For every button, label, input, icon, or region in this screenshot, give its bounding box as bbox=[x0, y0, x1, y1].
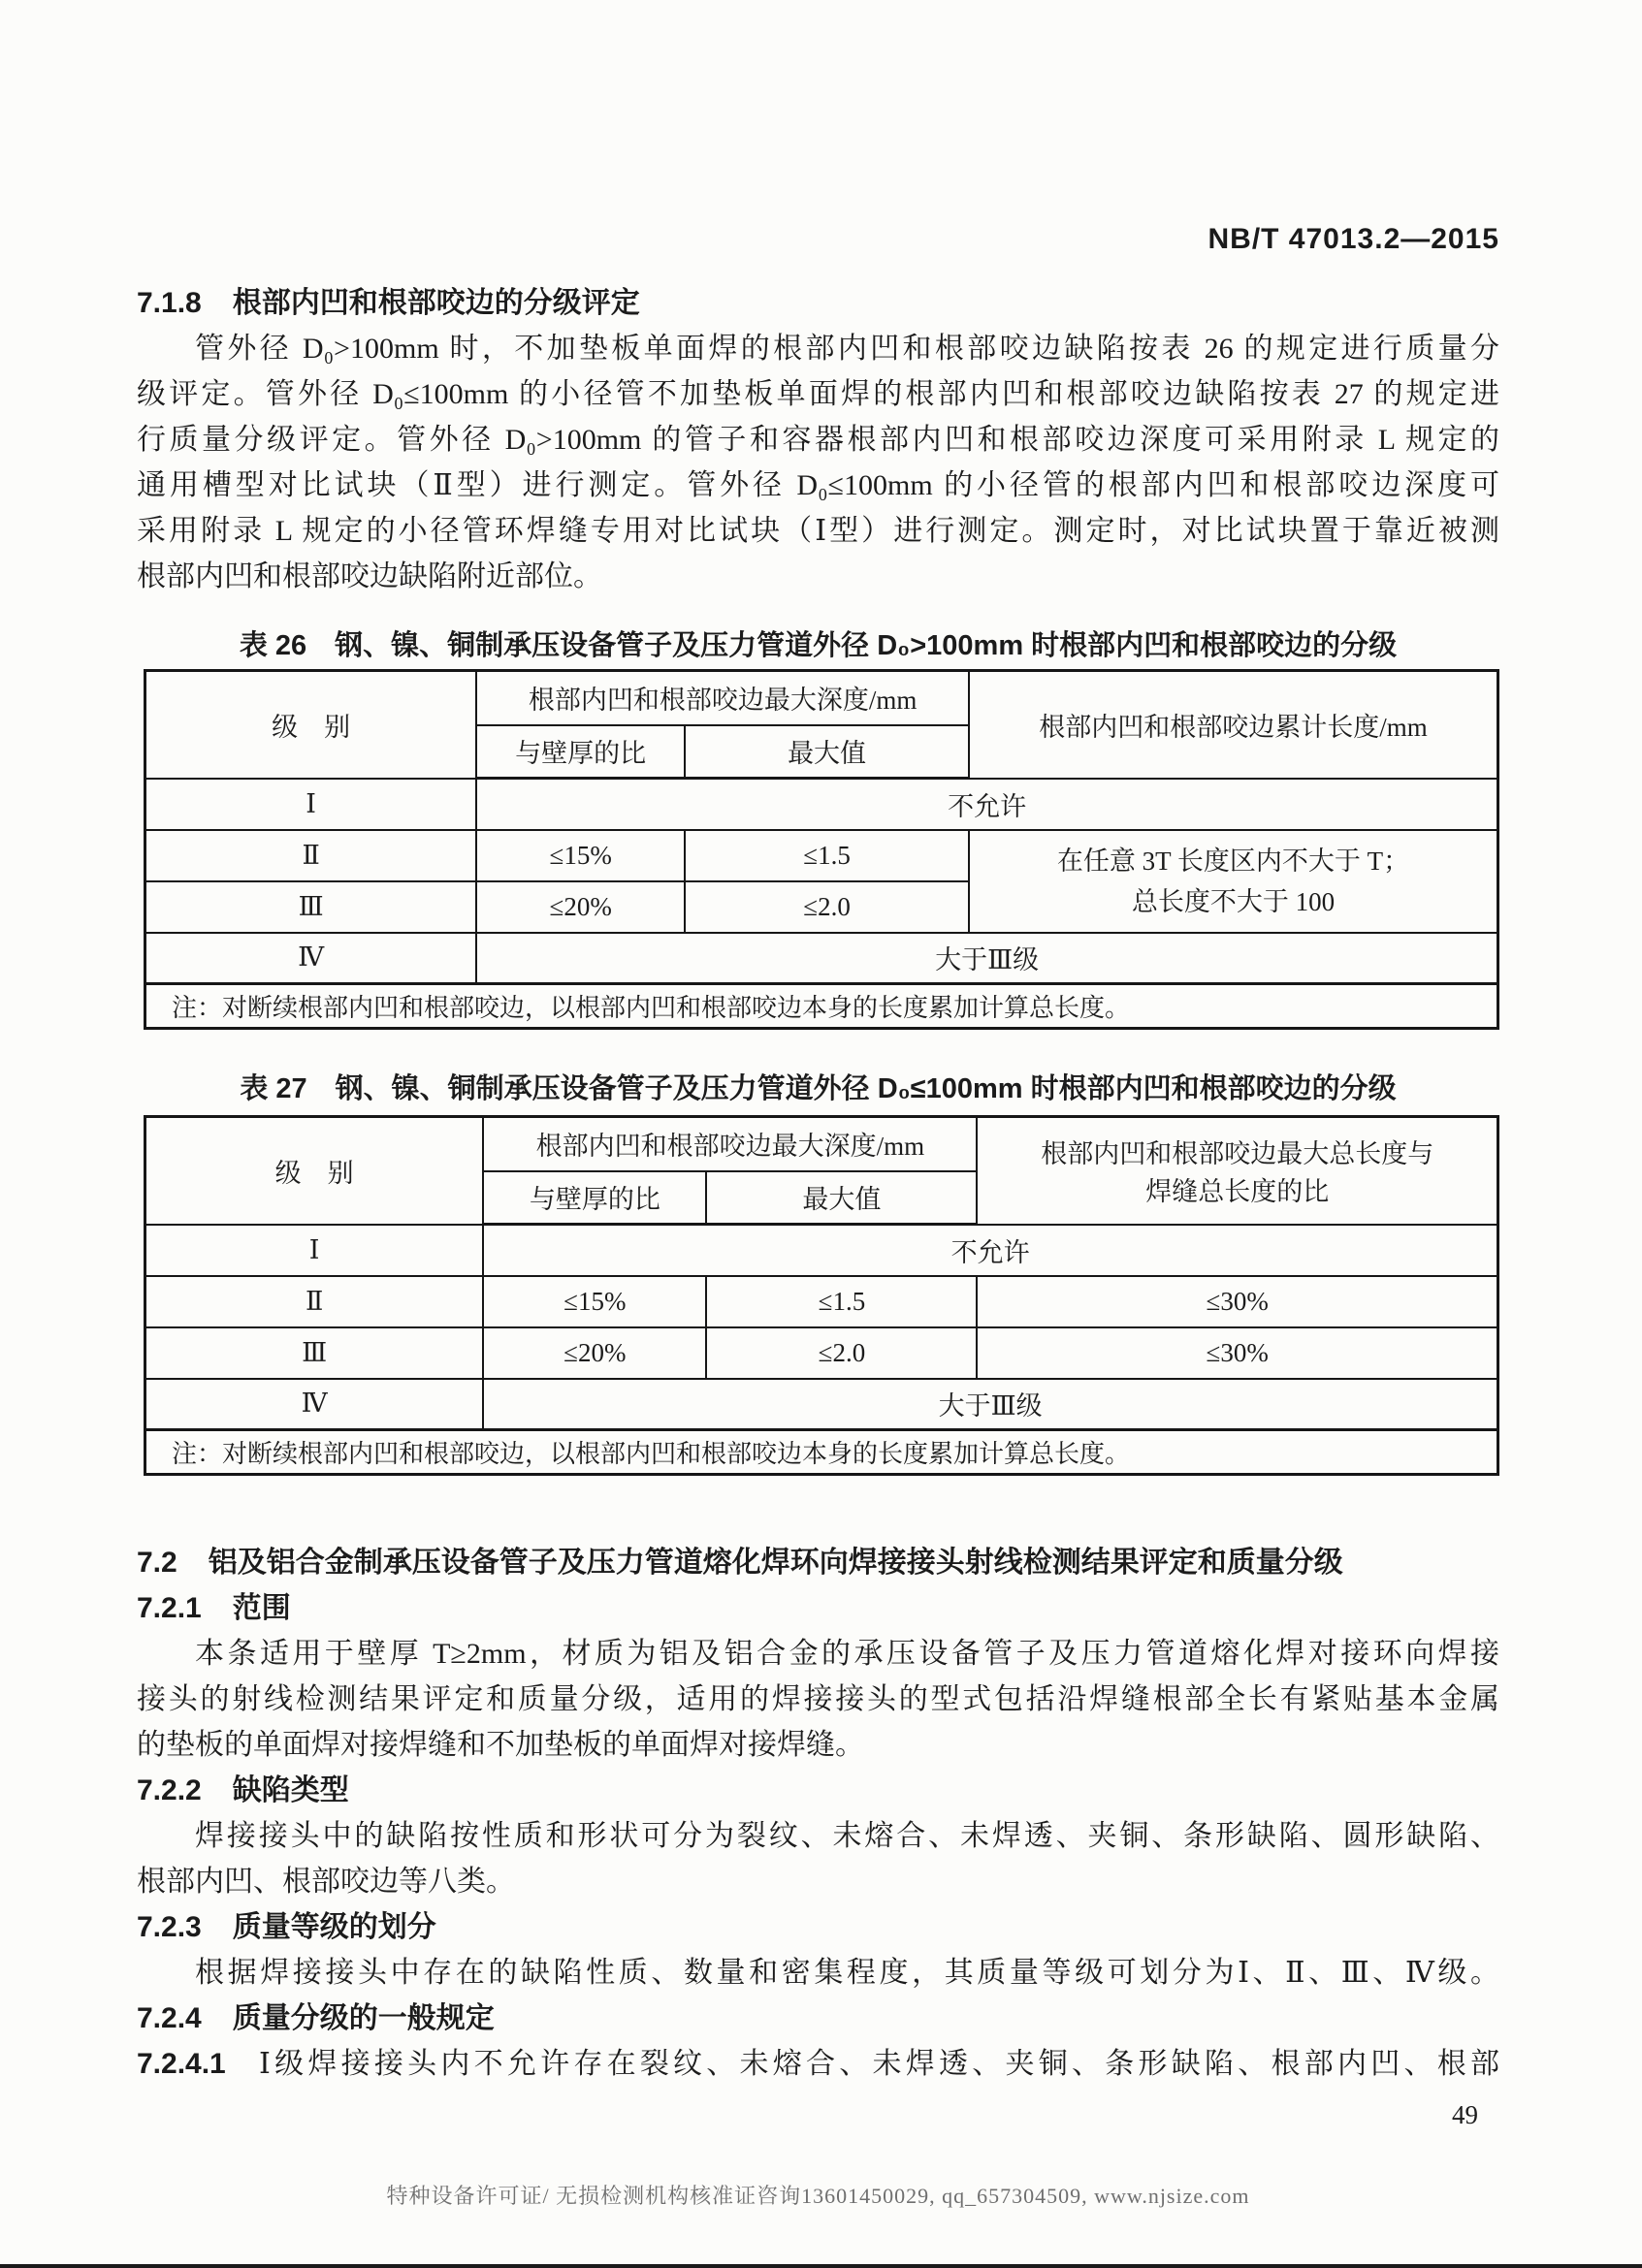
table-row bbox=[145, 1327, 1498, 1379]
t27-header-length-ratio: 根部内凹和根部咬边最大总长度与焊缝总长度的比 bbox=[977, 1117, 1497, 1225]
scan-bottom-edge bbox=[0, 2264, 1642, 2268]
paragraph-line: 通用槽型对比试块（Ⅱ型）进行测定。管外径 D₀≤100mm 的小径管的根部内凹和根部咬边深度可 bbox=[137, 469, 1499, 501]
t27-max-cell: ≤1.5 bbox=[706, 1276, 977, 1327]
clause-7-2-heading bbox=[137, 1540, 1499, 1585]
paragraph-line: 根部内凹、根部咬边等八类。 bbox=[137, 1866, 515, 1898]
clause-title: 质量等级的划分 bbox=[232, 1911, 436, 1943]
t26-length-merged-cell bbox=[969, 830, 1497, 933]
table-header-row bbox=[145, 671, 1498, 725]
clause-7-2-1-heading bbox=[137, 1585, 1499, 1631]
clause-number: 7.2.4 bbox=[137, 2002, 202, 2034]
clause-7-2-2-paragraph bbox=[137, 1813, 1499, 1904]
clause-7-2-4-1-text bbox=[137, 2041, 1499, 2087]
table-27 bbox=[144, 1115, 1499, 1476]
clause-title: 根部内凹和根部咬边的分级评定 bbox=[232, 287, 640, 319]
paragraph-line: 级评定。管外径 D₀≤100mm 的小径管不加垫板单面焊的根部内凹和根部咬边缺陷按表 27 的规定进 bbox=[137, 378, 1499, 410]
table-row bbox=[145, 1276, 1498, 1327]
section-7-2 bbox=[137, 1540, 1499, 2087]
t27-header-depth-group: 根部内凹和根部咬边最大深度/mm bbox=[483, 1117, 977, 1171]
clause-7-1-8-paragraph bbox=[137, 326, 1499, 599]
clause-7-1-8-heading bbox=[137, 280, 1499, 326]
paragraph-line: 根据焊接接头中存在的缺陷性质、数量和密集程度，其质量等级可划分为Ⅰ、Ⅱ、Ⅲ、Ⅳ级。 bbox=[195, 1957, 1499, 1989]
t26-max-cell: ≤2.0 bbox=[685, 881, 969, 933]
t26-header-cumulative-length: 根部内凹和根部咬边累计长度/mm bbox=[969, 671, 1497, 779]
t27-level-cell: Ⅰ bbox=[145, 1225, 484, 1276]
t26-ratio-cell: ≤15% bbox=[476, 830, 685, 881]
t27-level-cell: Ⅳ bbox=[145, 1379, 484, 1430]
t27-header-level: 级 别 bbox=[145, 1117, 484, 1225]
table-27-title: 表 27 钢、镍、铜制承压设备管子及压力管道外径 D₀≤100mm 时根部内凹和根部咬边的分级 bbox=[240, 1073, 1397, 1104]
t26-header-depth-group: 根部内凹和根部咬边最大深度/mm bbox=[476, 671, 969, 725]
t26-level-cell: Ⅱ bbox=[145, 830, 477, 881]
paragraph-line: 的垫板的单面焊对接焊缝和不加垫板的单面焊对接焊缝。 bbox=[137, 1729, 864, 1761]
paragraph-line: 本条适用于壁厚 T≥2mm，材质为铝及铝合金的承压设备管子及压力管道熔化焊对接环向焊接 bbox=[195, 1638, 1499, 1670]
paragraph-line: 采用附录 L 规定的小径管环焊缝专用对比试块（Ⅰ型）进行测定。测定时，对比试块置于靠近被测 bbox=[137, 515, 1499, 547]
t27-header-max: 最大值 bbox=[706, 1171, 977, 1225]
t27-ratio-cell: ≤15% bbox=[483, 1276, 706, 1327]
t26-ratio-cell: ≤20% bbox=[476, 881, 685, 933]
t26-header-level: 级 别 bbox=[145, 671, 477, 779]
paragraph-line: 根部内凹和根部咬边缺陷附近部位。 bbox=[137, 560, 602, 592]
clause-number: 7.2 bbox=[137, 1547, 177, 1579]
t27-value-cell: 大于Ⅲ级 bbox=[483, 1379, 1497, 1430]
clause-title: 缺陷类型 bbox=[232, 1774, 349, 1806]
table-26-title: 表 26 钢、镍、铜制承压设备管子及压力管道外径 D₀>100mm 时根部内凹和根部咬边的分级 bbox=[239, 630, 1398, 661]
t27-ratio-cell: ≤20% bbox=[483, 1327, 706, 1379]
t26-value-cell: 大于Ⅲ级 bbox=[476, 933, 1497, 984]
t26-note: 注：对断续根部内凹和根部咬边，以根部内凹和根部咬边本身的长度累加计算总长度。 bbox=[145, 984, 1498, 1029]
t27-note: 注：对断续根部内凹和根部咬边，以根部内凹和根部咬边本身的长度累加计算总长度。 bbox=[145, 1430, 1498, 1475]
t26-level-cell: Ⅰ bbox=[145, 779, 477, 830]
paragraph-line: 行质量分级评定。管外径 D₀>100mm 的管子和容器根部内凹和根部咬边深度可采用附录 L 规定的 bbox=[137, 424, 1499, 456]
clause-7-2-2-heading bbox=[137, 1768, 1499, 1813]
clause-7-2-1-paragraph bbox=[137, 1631, 1499, 1768]
clause-number: 7.2.3 bbox=[137, 1911, 202, 1943]
table-header-row bbox=[145, 1117, 1498, 1171]
t27-length-cell: ≤30% bbox=[977, 1327, 1497, 1379]
table-note-row bbox=[145, 984, 1498, 1029]
t26-value-cell: 不允许 bbox=[476, 779, 1497, 830]
clause-7-2-4-heading bbox=[137, 1996, 1499, 2041]
table-row bbox=[145, 933, 1498, 984]
standard-number: NB/T 47013.2—2015 bbox=[1207, 223, 1499, 255]
t27-level-cell: Ⅱ bbox=[145, 1276, 484, 1327]
clause-7-2-3-paragraph bbox=[137, 1950, 1499, 1996]
length-rule-line: 在任意 3T 长度区内不大于 T； bbox=[1056, 846, 1410, 876]
table-26 bbox=[144, 669, 1499, 1030]
paragraph-line: 焊接接头中的缺陷按性质和形状可分为裂纹、未熔合、未焊透、夹铜、条形缺陷、圆形缺陷、 bbox=[195, 1820, 1499, 1852]
length-rule-line: 总长度不大于 100 bbox=[1131, 886, 1336, 916]
t26-level-cell: Ⅳ bbox=[145, 933, 477, 984]
t27-value-cell: 不允许 bbox=[483, 1225, 1497, 1276]
t26-level-cell: Ⅲ bbox=[145, 881, 477, 933]
t27-length-cell: ≤30% bbox=[977, 1276, 1497, 1327]
table-row bbox=[145, 1379, 1498, 1430]
footer-watermark: 特种设备许可证/ 无损检测机构核准证咨询13601450029, qq_657304509, www.njsize.com bbox=[386, 2184, 1250, 2208]
page-number: 49 bbox=[1452, 2100, 1478, 2129]
clause-title: 铝及铝合金制承压设备管子及压力管道熔化焊环向焊接接头射线检测结果评定和质量分级 bbox=[208, 1547, 1343, 1579]
table-note-row bbox=[145, 1430, 1498, 1475]
t27-header-ratio: 与壁厚的比 bbox=[483, 1171, 706, 1225]
clause-number: 7.2.2 bbox=[137, 1774, 202, 1806]
paragraph-line: 管外径 D₀>100mm 时，不加垫板单面焊的根部内凹和根部咬边缺陷按表 26 的规定进行质量分 bbox=[195, 333, 1499, 365]
t26-header-ratio: 与壁厚的比 bbox=[476, 725, 685, 779]
clause-body: Ⅰ级焊接接头内不允许存在裂纹、未熔合、未焊透、夹铜、条形缺陷、根部内凹、根部 bbox=[254, 2048, 1499, 2080]
t27-level-cell: Ⅲ bbox=[145, 1327, 484, 1379]
table-row bbox=[145, 1225, 1498, 1276]
clause-title: 质量分级的一般规定 bbox=[232, 2002, 495, 2034]
table-row bbox=[145, 779, 1498, 830]
table-row bbox=[145, 830, 1498, 881]
clause-7-2-3-heading bbox=[137, 1904, 1499, 1950]
clause-number: 7.2.1 bbox=[137, 1592, 202, 1624]
clause-title: 范围 bbox=[232, 1592, 291, 1624]
t26-header-max: 最大值 bbox=[685, 725, 969, 779]
t26-max-cell: ≤1.5 bbox=[685, 830, 969, 881]
paragraph-line: 接头的射线检测结果评定和质量分级，适用的焊接接头的型式包括沿焊缝根部全长有紧贴基本金属 bbox=[137, 1683, 1499, 1715]
clause-number: 7.1.8 bbox=[137, 287, 202, 319]
clause-number: 7.2.4.1 bbox=[137, 2048, 226, 2080]
t27-max-cell: ≤2.0 bbox=[706, 1327, 977, 1379]
